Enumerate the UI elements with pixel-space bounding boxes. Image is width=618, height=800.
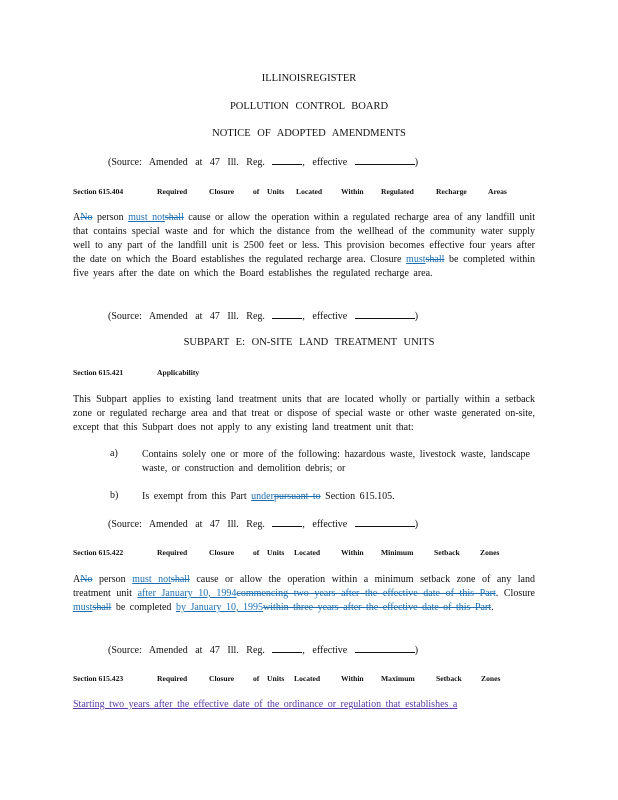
source-note: (Source: Amended at 47 Ill. Reg. , effective ) bbox=[108, 645, 419, 656]
list-item-label: a) bbox=[110, 448, 118, 459]
source-note: (Source: Amended at 47 Ill. Reg. , effective ) bbox=[108, 311, 419, 322]
subpart-title: SUBPART E: ON-SITE LAND TREATMENT UNITS bbox=[183, 337, 435, 348]
notice-title: NOTICE OF ADOPTED AMENDMENTS bbox=[212, 128, 406, 139]
section-body: ANo person must notshall cause or allow the operation within a regulated recharge area of any landfill unit that contains special waste and for which the distance from the wellhead of the community water supply well to any part of the landfill unit is 2500 feet or less. This provision becomes effective four years after the date on which the Board establishes the regulated recharge area. Closure mustshall be completed within five years after the date on which the Board establishes the regulated recharge area. bbox=[73, 212, 535, 279]
section-heading: Section 615.422 Required Closure of Units Located Within Minimum Setback Zones bbox=[73, 548, 500, 557]
list-item: Contains solely one or more of the following: hazardous waste, livestock waste, landscape waste, or construction and demolition debris; or bbox=[142, 449, 530, 474]
source-note: (Source: Amended at 47 Ill. Reg. , effective ) bbox=[108, 519, 419, 530]
section-body: This Subpart applies to existing land treatment units that are located wholly or partially within a setback zone or regulated recharge area and that treat or dispose of special waste or other waste generated on-site, except that this Subpart does not apply to any existing land treatment unit that: bbox=[73, 394, 535, 433]
register-title: ILLINOISREGISTER bbox=[261, 73, 357, 84]
list-item-label: b) bbox=[110, 490, 119, 501]
section-body: ANo person must notshall cause or allow the operation within a minimum setback zone of any land treatment unit after January 10, 1994commencing two years after the effective date of this Part. Closure mustshall be completed by January 10, 1995within three years after the effective date of this Part. bbox=[73, 574, 535, 613]
section-heading: Section 615.423 Required Closure of Units Located Within Maximum Setback Zones bbox=[73, 674, 501, 683]
source-note: (Source: Amended at 47 Ill. Reg. , effective ) bbox=[108, 157, 419, 168]
agency-title: POLLUTION CONTROL BOARD bbox=[229, 101, 389, 112]
section-heading: Section 615.421 Applicability bbox=[73, 368, 200, 377]
list-item: Is exempt from this Part underpursuant to Section 615.105. bbox=[142, 491, 395, 502]
section-heading: Section 615.404 Required Closure of Units Located Within Regulated Recharge Areas bbox=[73, 187, 507, 196]
section-body: Starting two years after the effective date of the ordinance or regulation that establishes a bbox=[73, 699, 458, 710]
